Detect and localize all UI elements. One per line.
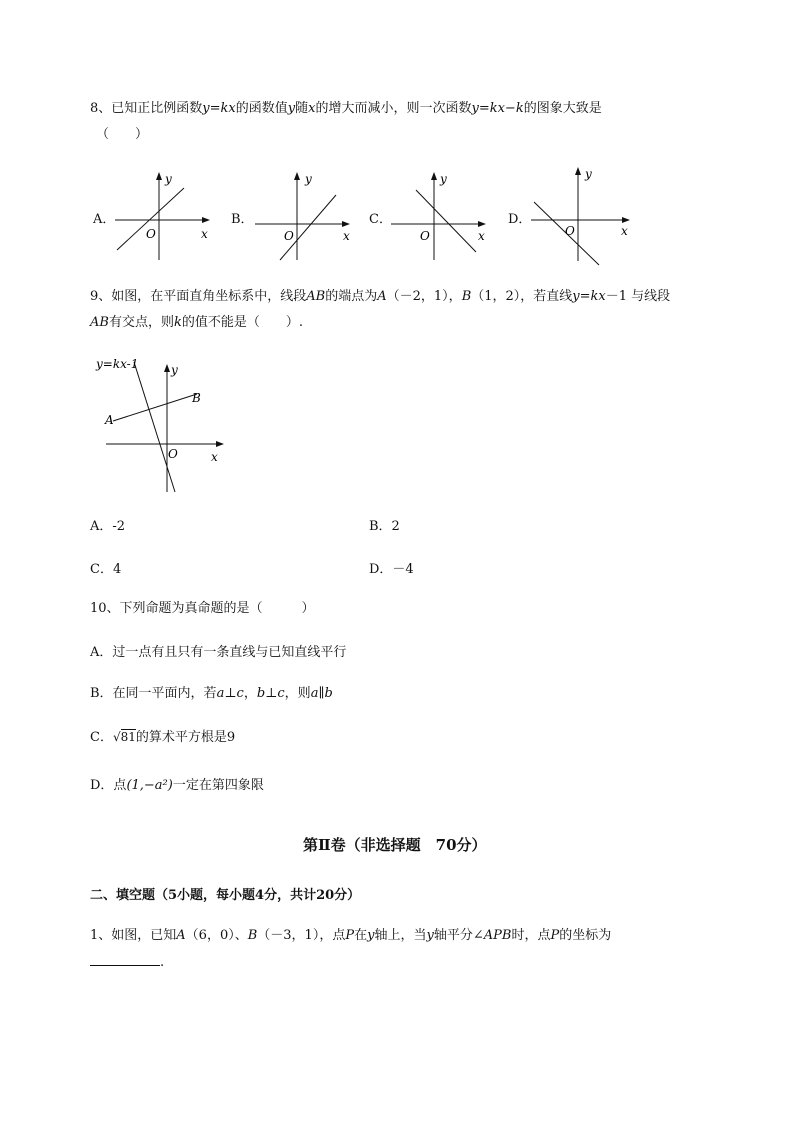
q9-stem-line1: 9、如图，在平面直角坐标系中，线段AB的端点为A（－2，1），B（1，2），若直线y=kx－1 与线段	[90, 289, 671, 304]
section-fill-in-blank: 二、填空题（5小题，每小题4分，共计20分）	[90, 888, 361, 903]
axis-x-label: x	[478, 229, 485, 243]
axis-x-label: x	[201, 227, 208, 241]
q10-option-c: C．√81的算术平方根是9	[90, 730, 236, 745]
q10-option-a: A．过一点有且只有一条直线与已知直线平行	[90, 645, 347, 660]
axis-x-label: x	[621, 224, 628, 238]
axis-y-label: y	[440, 172, 447, 186]
q9-stem-line2: AB有交点，则k的值不能是（ ）.	[90, 315, 303, 330]
q8-graph-c	[388, 168, 493, 263]
formula-y-kx: y=kx	[572, 289, 606, 304]
part2-title: 第Ⅱ卷（非选择题 70分）	[303, 836, 487, 854]
axis-y-label: y	[171, 363, 178, 377]
origin-label: O	[146, 227, 156, 241]
formula-y-kx-k: y=kx−k	[471, 101, 524, 116]
q8-option-d-label: D．	[508, 212, 532, 227]
q10-option-d: D．点(1,−a²)一定在第四象限	[90, 778, 264, 793]
sqrt-sign: √	[112, 730, 121, 744]
line-label: y=kx-1	[96, 357, 139, 371]
formula-y-kx: y=kx	[202, 101, 236, 116]
q10-stem: 10、下列命题为真命题的是（ ）	[90, 601, 315, 616]
q8-graph-d	[528, 163, 638, 268]
point-a-label: A	[105, 413, 114, 427]
axis-y-label: y	[585, 167, 592, 181]
q10-option-b: B．在同一平面内，若a⊥c，b⊥c，则a∥b	[90, 686, 333, 701]
q8-option-a-label: A．	[93, 212, 116, 227]
q8-graph-b	[252, 168, 357, 263]
q9-option-b: B．2	[369, 519, 400, 534]
axis-y-label: y	[165, 172, 172, 186]
origin-label: O	[420, 229, 430, 243]
q9-figure	[92, 352, 232, 497]
q8-graph-a	[112, 168, 217, 263]
point-expression: (1,−a²)	[126, 778, 173, 793]
origin-label: O	[284, 229, 294, 243]
fill-q1-line2: .	[90, 953, 164, 972]
axis-y-label: y	[305, 172, 312, 186]
q9-option-d: D．－4	[369, 562, 414, 577]
q8-answer-paren: （ ）	[96, 127, 149, 142]
origin-label: O	[168, 447, 178, 461]
q9-option-a: A．-2	[90, 519, 126, 534]
origin-label: O	[565, 224, 575, 238]
fill-q1-line1: 1、如图，已知A（6，0）、B（－3，1），点P在y轴上，当y轴平分∠APB时，点P的坐标为	[90, 928, 612, 943]
axis-x-label: x	[211, 450, 218, 464]
axis-x-label: x	[343, 229, 350, 243]
answer-blank[interactable]	[90, 953, 160, 966]
point-b-label: B	[192, 391, 201, 405]
q8-stem-line1: 8、已知正比例函数y=kx的函数值y随x的增大而减小，则一次函数y=kx−k的图象大致是	[90, 101, 602, 116]
q9-option-c: C．4	[90, 562, 122, 577]
q8-option-c-label: C．	[369, 212, 392, 227]
q8-option-b-label: B．	[231, 212, 254, 227]
